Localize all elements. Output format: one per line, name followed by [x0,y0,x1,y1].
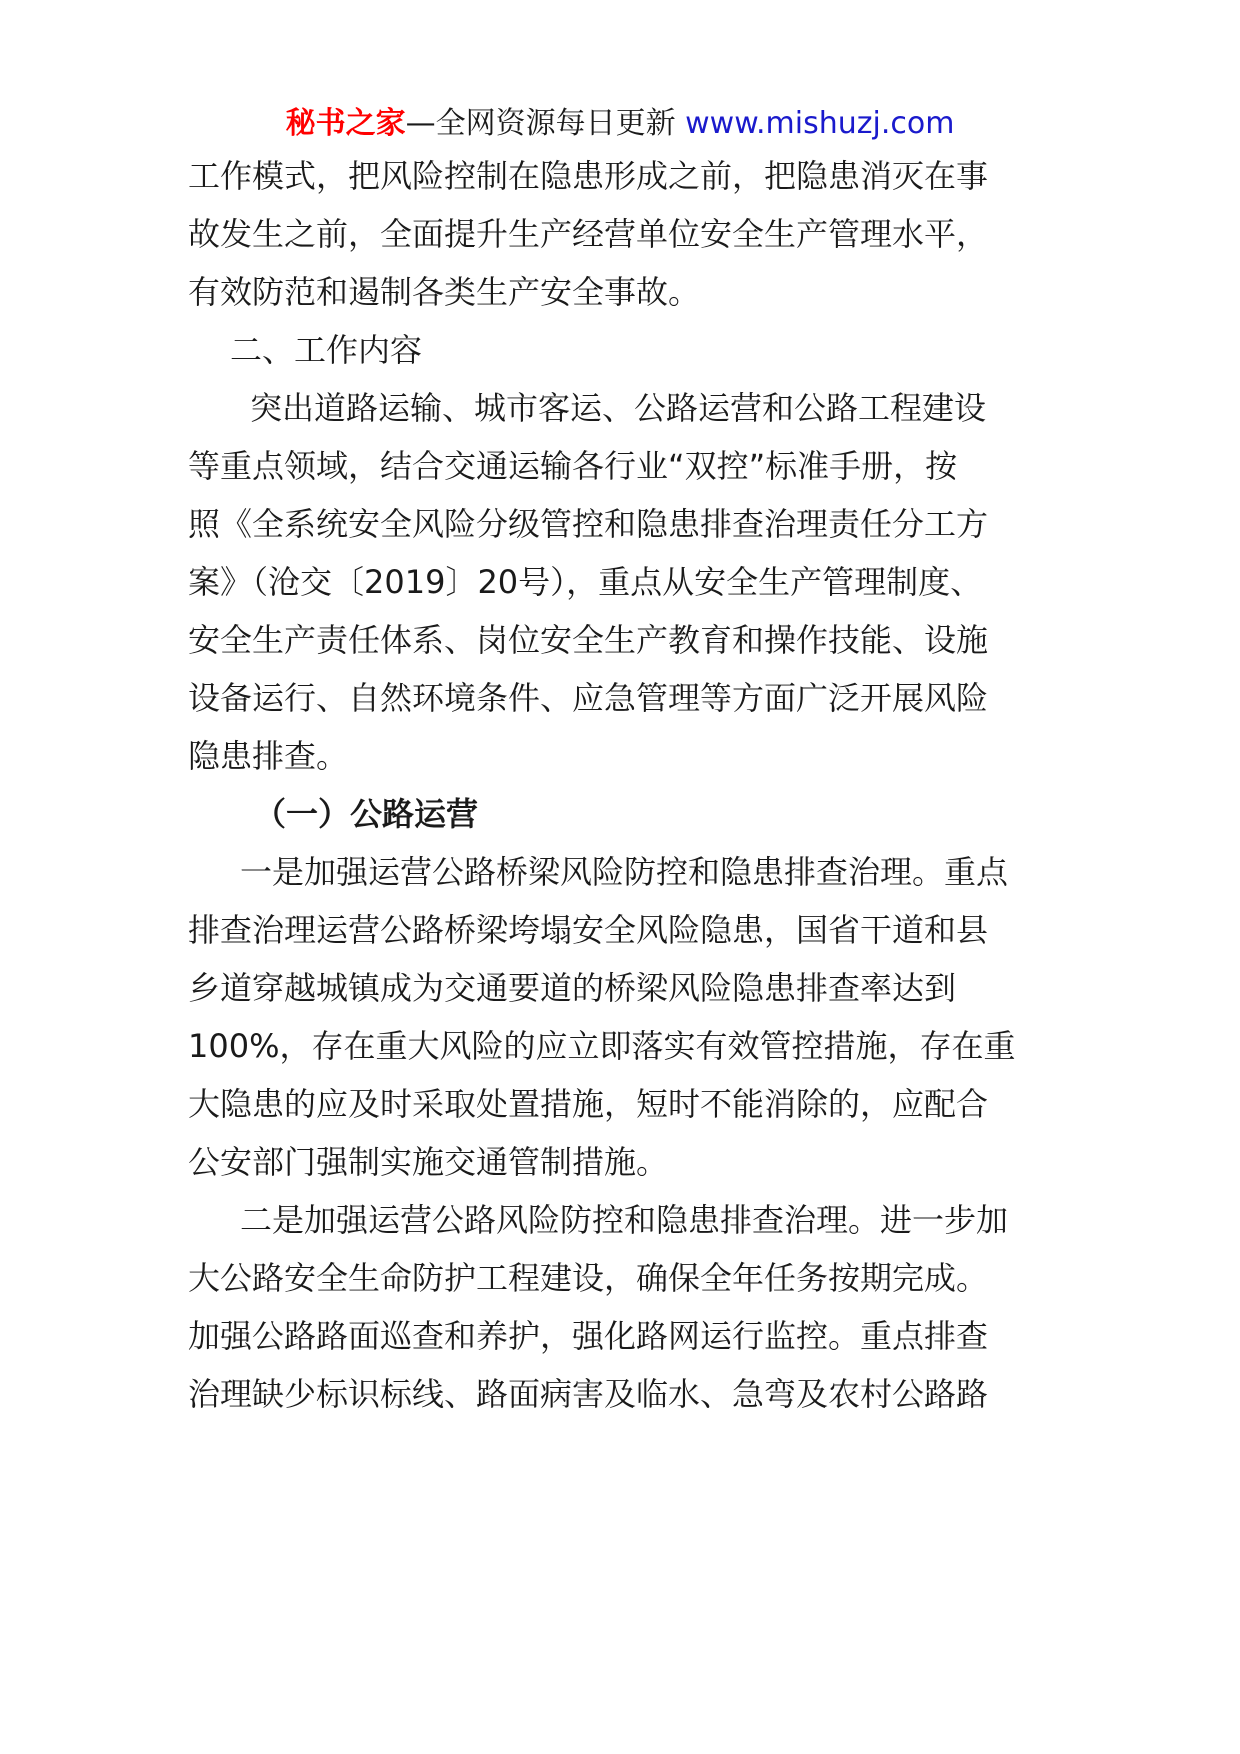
paragraph-start-line: 突出道路运输、城市客运、公路运营和公路工程建设 [250,389,987,427]
body-line-2: 故发生之前，全面提升生产经营单位安全生产管理水平， [188,215,989,253]
body-line-16: 100%，存在重大风险的应立即落实有效管控措施，存在重 [188,1027,1016,1065]
body-line-6: 等重点领域，结合交通运输各行业“双控”标准手册，按 [188,447,958,485]
body-line-1: 工作模式，把风险控制在隐患形成之前，把隐患消灭在事 [188,157,989,195]
body-line-14: 排查治理运营公路桥梁垮塌安全风险隐患，国省干道和县 [188,911,989,949]
body-line-9: 安全生产责任体系、岗位安全生产教育和操作技能、设施 [188,621,989,659]
body-line-7: 照《全系统安全风险分级管控和隐患排查治理责任分工方 [188,505,989,543]
body-line-10: 设备运行、自然环境条件、应急管理等方面广泛开展风险 [188,679,989,717]
body-line-18: 公安部门强制实施交通管制措施。 [188,1143,669,1181]
body-line-11: 隐患排查。 [188,737,349,775]
section-heading-2: 二、工作内容 [230,331,423,369]
body-line-22: 治理缺少标识标线、路面病害及临水、急弯及农村公路路 [188,1375,989,1413]
brand-name: 秘书之家 [285,106,406,141]
body-line-15: 乡道穿越城镇成为交通要道的桥梁风险隐患排查率达到 [188,969,957,1007]
page-header [0,100,1240,148]
paragraph-start-line: 一是加强运营公路桥梁风险防控和隐患排查治理。重点 [240,853,1009,891]
body-line-8: 案》（沧交〔2019〕20号），重点从安全生产管理制度、 [188,563,983,601]
header-tagline: —全网资源每日更新 [405,106,686,141]
paragraph-start-line: 二是加强运营公路风险防控和隐患排查治理。进一步加 [240,1201,1009,1239]
body-line-3: 有效防范和遏制各类生产安全事故。 [188,273,701,311]
body-line-20: 大公路安全生命防护工程建设，确保全年任务按期完成。 [188,1259,989,1297]
site-url-link[interactable]: www.mishuzj.com [685,106,955,141]
subsection-heading-1: （一）公路运营 [254,795,479,833]
body-line-17: 大隐患的应及时采取处置措施，短时不能消除的，应配合 [188,1085,989,1123]
body-line-21: 加强公路路面巡查和养护，强化路网运行监控。重点排查 [188,1317,989,1355]
